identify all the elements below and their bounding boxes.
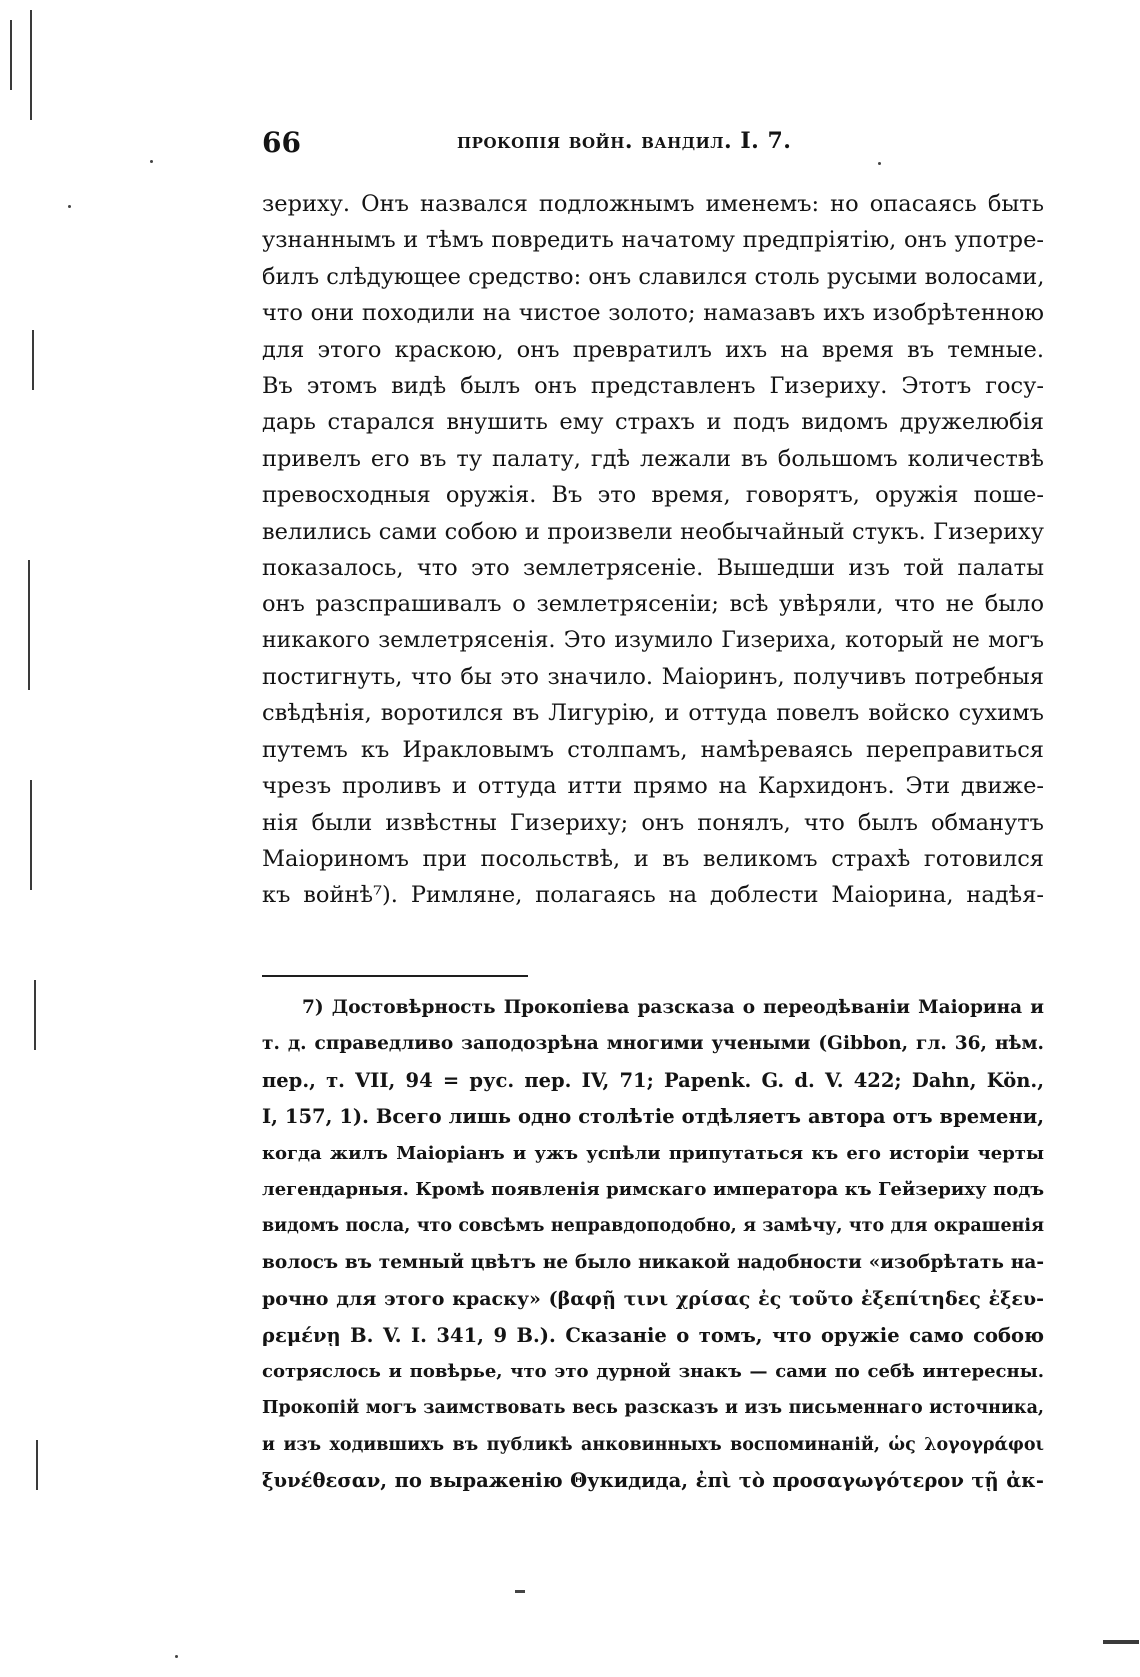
footnote-line: сотряслось и повѣрье, что это дурной знакъ — сами по себѣ интересны. bbox=[262, 1360, 1044, 1382]
text-line: чрезъ проливъ и оттуда итти прямо на Кархидонъ. Эти движе- bbox=[262, 773, 1044, 800]
scan-edge-mark bbox=[10, 20, 12, 90]
footnote-line: пер., т. VII, 94 = рус. пер. IV, 71; Papenk. G. d. V. 422; Dahn, Kön., bbox=[262, 1068, 1044, 1092]
footnote-line: легендарныя. Кромѣ появленія римскаго императора къ Гейзериху подъ bbox=[262, 1178, 1044, 1200]
scan-edge-mark bbox=[30, 10, 32, 120]
footnote-line: ξυνέθεσαν, по выраженію Θукидида, ἐπὶ τὸ προσαγωγότερον τῇ ἀκ- bbox=[262, 1469, 1044, 1493]
scan-speck bbox=[150, 160, 153, 163]
text-line: для этого краскою, онъ превратилъ ихъ на время въ темные. bbox=[262, 336, 1044, 363]
text-line: свѣдѣнія, воротился въ Лигурію, и оттуда повелъ войско сухимъ bbox=[262, 700, 1044, 727]
footnote-line: волосъ въ темный цвѣтъ не было никакой надобности «изобрѣтать на- bbox=[262, 1251, 1044, 1273]
page-number: 66 bbox=[262, 126, 301, 159]
text-line: Маіориномъ при посольствѣ, и въ великомъ страхѣ готовился bbox=[262, 846, 1044, 873]
scan-edge-mark bbox=[34, 980, 36, 1050]
footnote-line: и изъ ходившихъ въ публикѣ анковинныхъ воспоминаній, ὡς λογογράφοι bbox=[262, 1434, 1044, 1455]
footnote-line: ρεμένῃ B. V. I. 341, 9 B.). Сказаніе о томъ, что оружіе само собою bbox=[262, 1323, 1044, 1347]
text-line: превосходныя оружія. Въ это время, говорятъ, оружія поше- bbox=[262, 482, 1044, 509]
footnote-line: Прокопій могъ заимствовать весь разсказъ и изъ письменнаго источника, bbox=[262, 1398, 1044, 1419]
running-title: прокопія войн. вандил. I. 7. bbox=[457, 128, 792, 154]
text-line: нія были извѣстны Гизериху; онъ понялъ, что былъ обманутъ bbox=[262, 809, 1044, 836]
scan-edge-mark bbox=[32, 330, 34, 390]
main-text bbox=[262, 186, 1044, 914]
text-line: зериху. Онъ назвался подложнымъ именемъ: но опасаясь быть bbox=[262, 191, 1044, 217]
footnote-line: т. д. справедливо заподозрѣна многими учеными (Gibbon, гл. 36, нѣм. bbox=[262, 1033, 1044, 1055]
scan-speck bbox=[68, 205, 71, 208]
text-line: къ войнѣ⁷). Римляне, полагаясь на доблести Маіорина, надѣя- bbox=[262, 882, 1044, 909]
footnote-line: когда жилъ Маіоріанъ и ужъ успѣли припутаться къ его исторіи черты bbox=[262, 1142, 1044, 1164]
scan-edge-mark bbox=[28, 560, 30, 690]
scan-edge-mark bbox=[36, 1440, 38, 1490]
scan-edge-mark bbox=[30, 780, 32, 890]
text-line: что они походили на чистое золото; намазавъ ихъ изобрѣтенною bbox=[262, 300, 1044, 327]
footnote-line: I, 157, 1). Всего лишь одно столѣтіе отдѣляетъ автора отъ времени, bbox=[262, 1105, 1044, 1129]
footnote-line: 7) Достовѣрность Прокопіева разсказа о переодѣваніи Маіорина и bbox=[302, 997, 1044, 1018]
footnote-divider bbox=[262, 975, 528, 977]
text-line: онъ разспрашивалъ о землетрясеніи; всѣ увѣряли, что не было bbox=[262, 591, 1044, 618]
text-line: путемъ къ Иракловымъ столпамъ, намѣреваясь переправиться bbox=[262, 736, 1044, 763]
text-line: дарь старался внушить ему страхъ и подъ видомъ дружелюбія bbox=[262, 409, 1044, 436]
footnote-line: рочно для этого краску» (βαφῇ τινι χρίσας ἐς τοῦτο ἐξεπίτηδες ἐξευ- bbox=[262, 1288, 1044, 1311]
scan-speck bbox=[515, 1590, 525, 1593]
text-line: постигнуть, что бы это значило. Маіоринъ, получивъ потребныя bbox=[262, 664, 1044, 691]
text-line: никакого землетрясенія. Это изумило Гизериха, который не могъ bbox=[262, 627, 1044, 653]
text-line: узнаннымъ и тѣмъ повредить начатому предпріятію, онъ употре- bbox=[262, 227, 1044, 254]
scan-edge-mark bbox=[1103, 1640, 1139, 1644]
text-line: Въ этомъ видѣ былъ онъ представленъ Гизериху. Этотъ госу- bbox=[262, 372, 1044, 399]
text-line: привелъ его въ ту палату, гдѣ лежали въ большомъ количествѣ bbox=[262, 445, 1044, 472]
text-line: велились сами собою и произвели необычайный стукъ. Гизериху bbox=[262, 518, 1044, 545]
footnote-block bbox=[262, 990, 1044, 1499]
page-header bbox=[262, 126, 1044, 166]
text-line: показалось, что это землетрясеніе. Вышедши изъ той палаты bbox=[262, 554, 1044, 581]
text-line: билъ слѣдующее средство: онъ славился столь русыми волосами, bbox=[262, 263, 1044, 290]
footnote-line: видомъ посла, что совсѣмъ неправдоподобно, я замѣчу, что для окрашенія bbox=[262, 1216, 1044, 1237]
scan-speck bbox=[175, 1655, 178, 1658]
